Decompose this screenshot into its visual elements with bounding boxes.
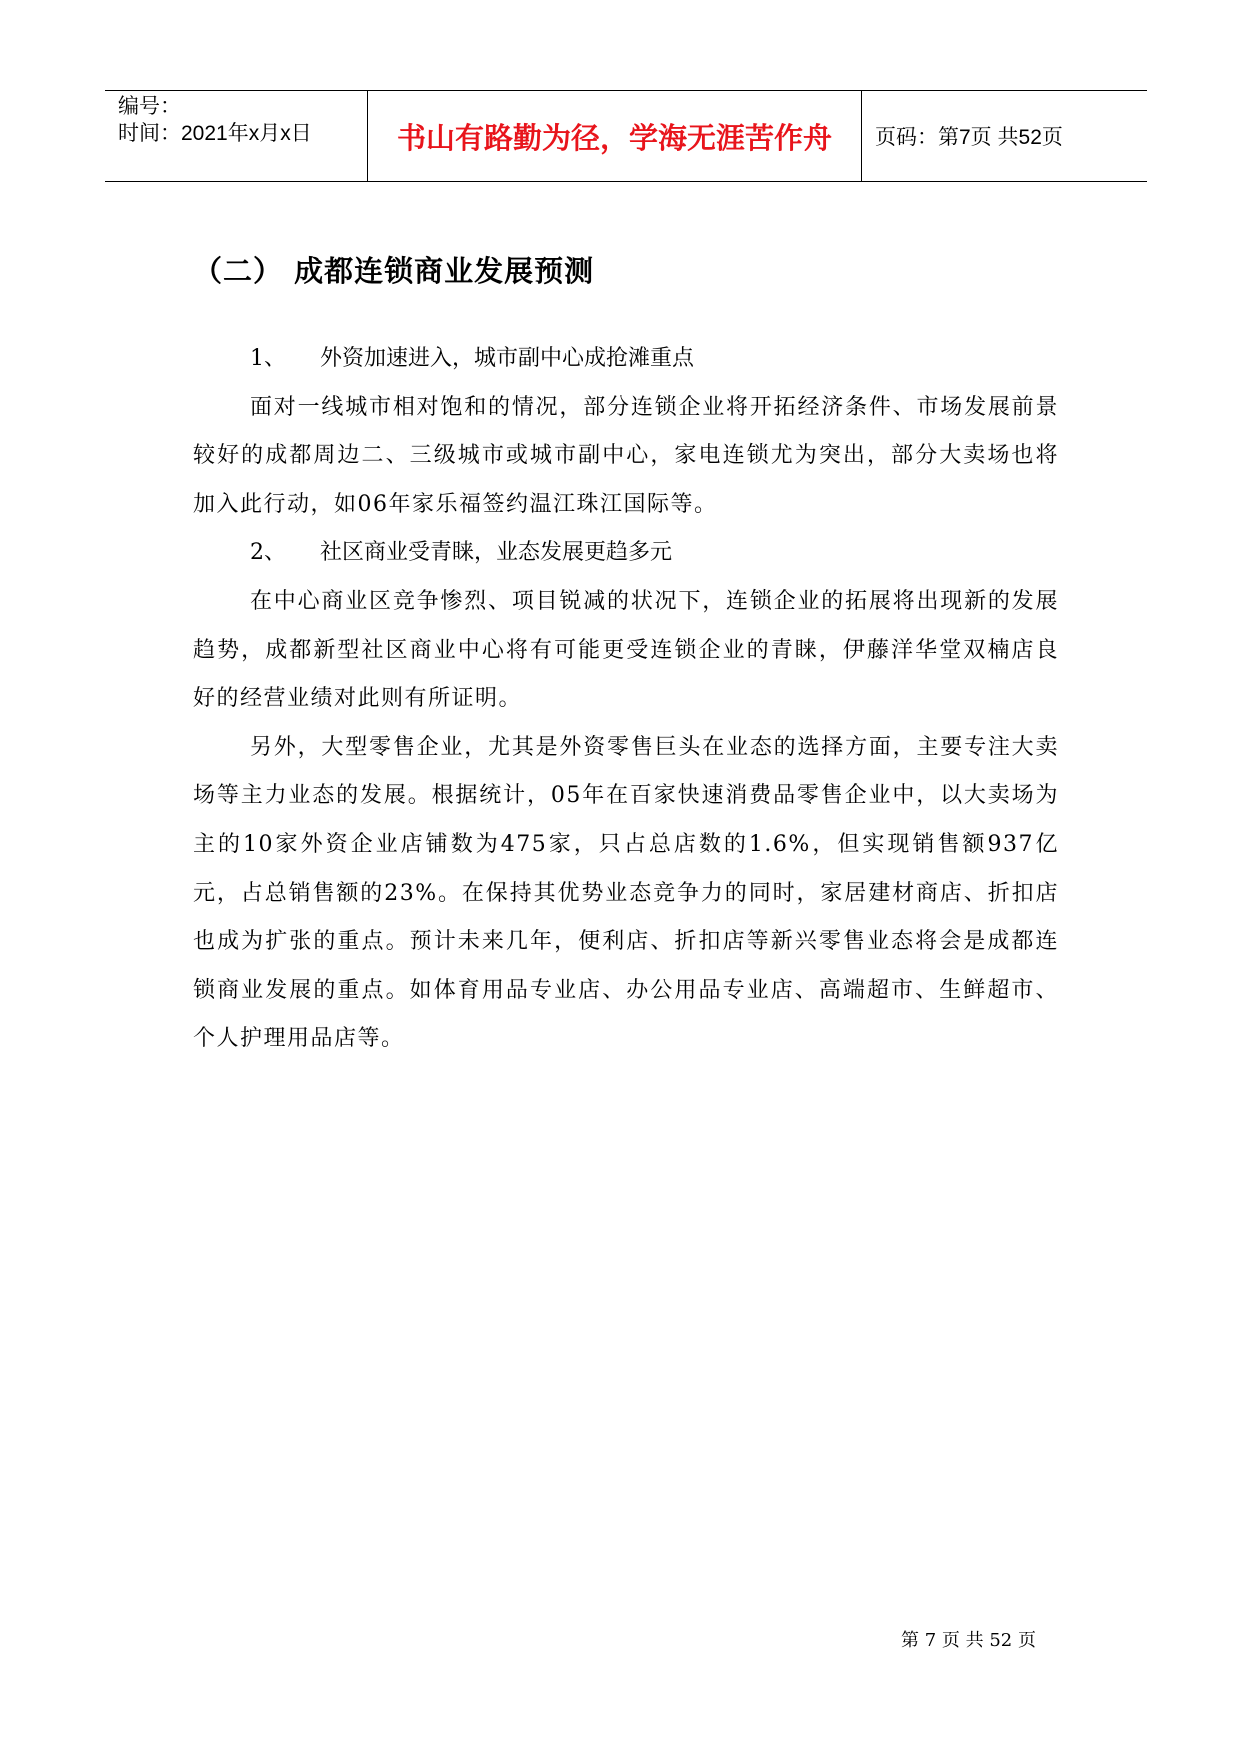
header-meta xyxy=(105,91,368,181)
paragraph: 面对一线城市相对饱和的情况，部分连锁企业将开拓经济条件、市场发展前景较好的成都周边二、三级城市或城市副中心，家电连锁尤为突出，部分大卖场也将加入此行动，如06年家乐福签约温江珠江国际等。 xyxy=(193,394,1059,517)
header-page-info: 页码：第7页 共52页 xyxy=(875,126,1063,149)
page-footer: 第 7 页 共 52 页 xyxy=(901,1630,1036,1651)
paragraph: 在中心商业区竞争惨烈、项目锐减的状况下，连锁企业的拓展将出现新的发展趋势，成都新型社区商业中心将有可能更受连锁企业的青睐，伊藤洋华堂双楠店良好的经营业绩对此则有所证明。 xyxy=(193,588,1059,712)
item-heading xyxy=(193,335,1059,384)
item-number: 1、 xyxy=(250,346,286,371)
item-number: 2、 xyxy=(250,540,286,566)
paragraph: 另外，大型零售企业，尤其是外资零售巨头在业态的选择方面，主要专注大卖场等主力业态的发展。根据统计，05年在百家快速消费品零售企业中，以大卖场为主的10家外资企业店铺数为475家，只占总店数的1.6%，但实现销售额937亿元，占总销售额的23%。在保持其优势业态竞争力的同时，家居建材商店、折扣店也成为扩张的重点。预计未来几年，便利店、折扣店等新兴零售业态将会是成都连锁商业发展的重点。如体育用品专业店、办公用品专业店、高端超市、生鲜超市、个人护理用品店等。 xyxy=(193,734,1059,1052)
item-heading-text: 社区商业受青睐，业态发展更趋多元 xyxy=(320,540,673,566)
item-heading xyxy=(193,529,1059,578)
serial-label: 编号： xyxy=(118,95,181,118)
document-body xyxy=(193,335,1059,1064)
section-title: （二） 成都连锁商业发展预测 xyxy=(193,254,595,288)
item-heading-text: 外资加速进入，城市副中心成抢滩重点 xyxy=(320,346,695,371)
header-motto: 书山有路勤为径，学海无涯苦作舟 xyxy=(368,91,862,181)
page-header xyxy=(105,90,1147,182)
date-label: 时间：2021年x月x日 xyxy=(118,122,312,145)
